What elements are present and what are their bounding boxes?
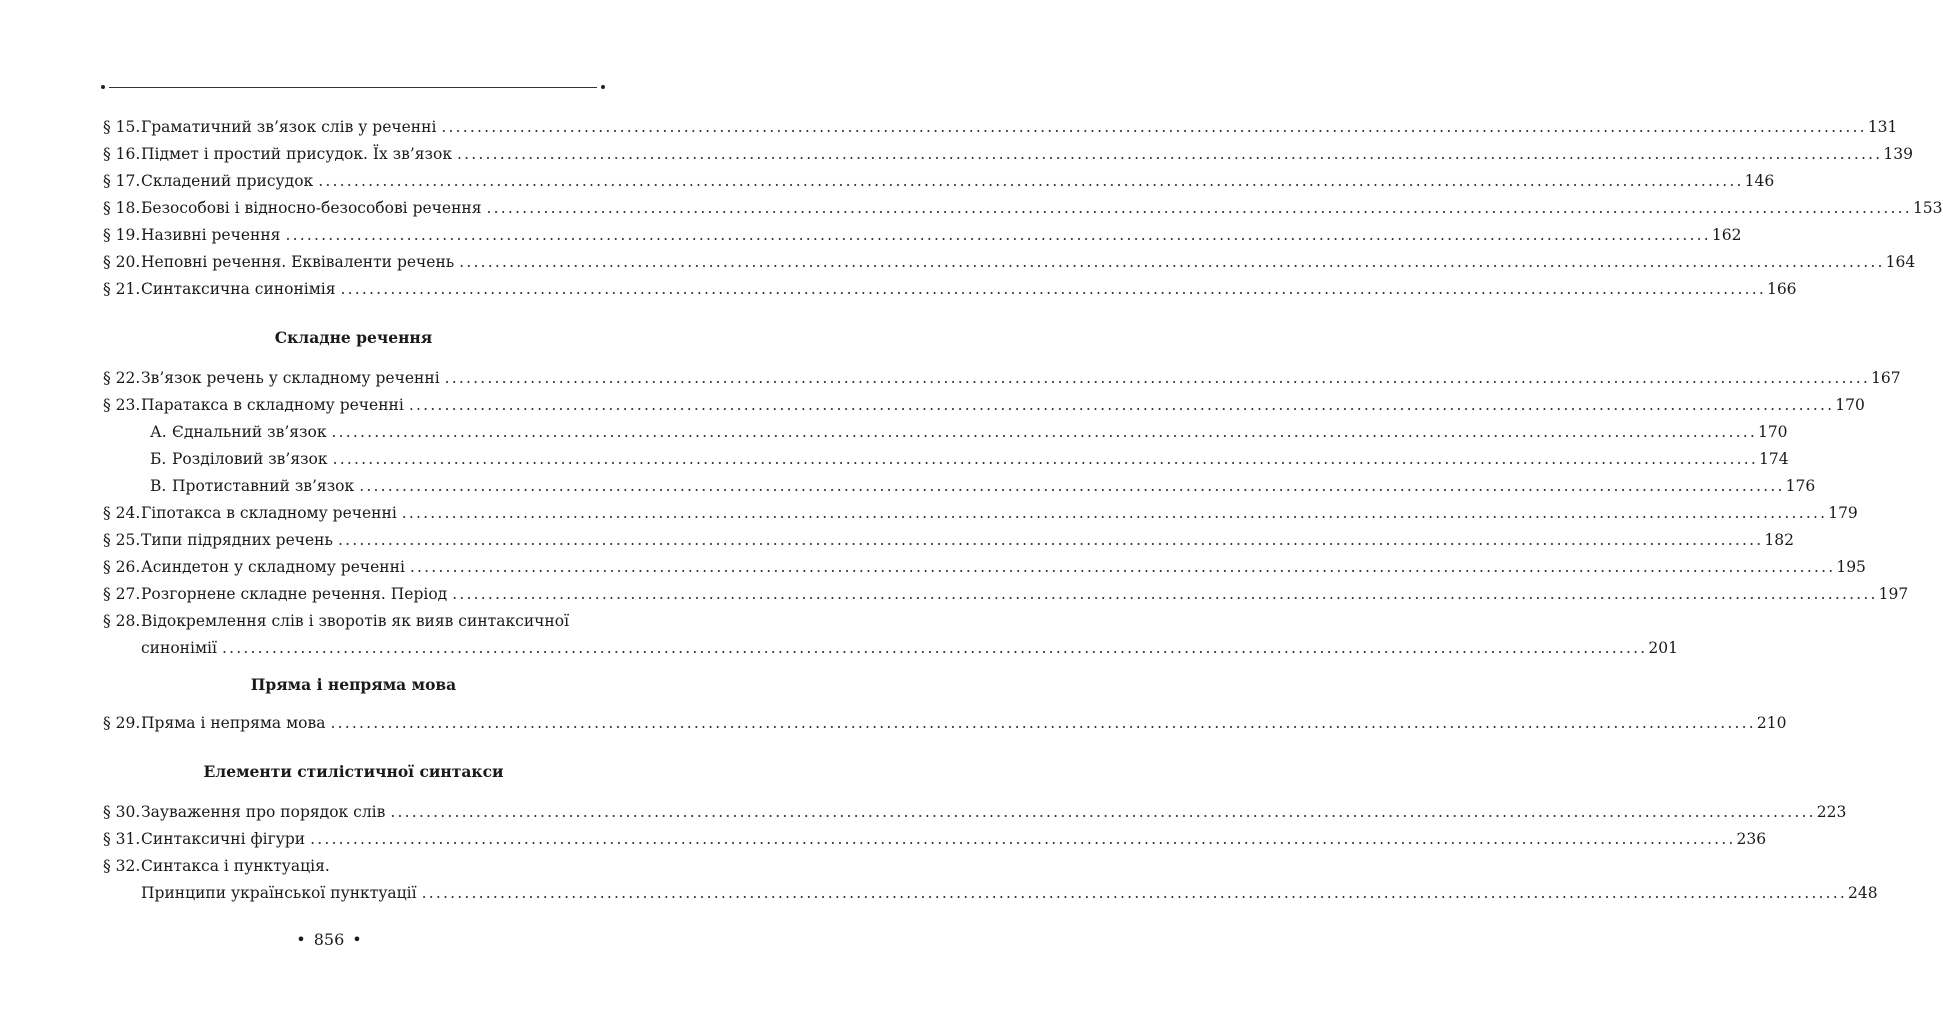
section-heading: Елементи стилістичної синтакси	[203, 762, 504, 781]
footer-bullet-right: •	[352, 930, 362, 949]
toc-subentry[interactable]	[103, 446, 1789, 473]
dot-leader: ........................................................................................................................................................................................................	[221, 639, 1648, 657]
dot-leader: ........................................................................................................................................................................................................	[486, 199, 1912, 217]
toc-group-syntax-simple	[103, 114, 1943, 303]
entry-page: 162	[1711, 226, 1742, 244]
entry-page: 166	[1766, 280, 1797, 298]
toc-entry[interactable]	[103, 527, 1794, 554]
dot-leader: ........................................................................................................................................................................................................	[441, 118, 1867, 136]
entry-title: Типи підрядних речень	[141, 531, 333, 549]
entry-page: 167	[1871, 369, 1901, 387]
toc-entry[interactable]	[103, 554, 1866, 581]
entry-title: Неповні речення. Еквіваленти речень	[141, 253, 455, 271]
entry-number: § 29.	[103, 714, 141, 732]
entry-title: Безособові і відносно-безособові речення	[141, 199, 482, 217]
entry-page: 164	[1885, 253, 1916, 271]
toc-entry[interactable]	[103, 141, 1914, 168]
toc-entry[interactable]	[103, 365, 1901, 392]
dot-leader: ........................................................................................................................................................................................................	[421, 884, 1847, 902]
entry-number: § 15.	[103, 118, 141, 136]
toc-entry[interactable]	[103, 249, 1916, 276]
toc-group-direct-speech	[103, 710, 1787, 737]
entry-title: Асиндетон у складному реченні	[141, 558, 405, 576]
dot-leader: ........................................................................................................................................................................................................	[452, 585, 1878, 603]
entry-page: 197	[1878, 585, 1909, 603]
entry-number: § 31.	[103, 830, 141, 848]
entry-page: 248	[1847, 884, 1878, 902]
toc-entry[interactable]	[103, 195, 1943, 222]
entry-title: Складений присудок	[141, 172, 314, 190]
section-heading: Складне речення	[274, 328, 433, 347]
toc-entry[interactable]	[103, 392, 1865, 419]
dot-leader: ........................................................................................................................................................................................................	[337, 531, 1764, 549]
entry-page: 146	[1744, 172, 1775, 190]
entry-page: 131	[1867, 118, 1898, 136]
entry-page: 153	[1912, 199, 1943, 217]
toc-subentry[interactable]	[103, 473, 1816, 500]
subentry-letter: В.	[150, 477, 167, 495]
entry-title: Синтаксична синонімія	[141, 280, 336, 298]
dot-leader: ........................................................................................................................................................................................................	[408, 396, 1835, 414]
toc-group-stylistic-syntax	[103, 799, 1878, 907]
section-heading: Пряма і непряма мова	[250, 675, 457, 694]
dot-leader: ........................................................................................................................................................................................................	[332, 450, 1758, 468]
entry-page: 210	[1756, 714, 1787, 732]
entry-number: § 21.	[103, 280, 141, 298]
dot-leader: ........................................................................................................................................................................................................	[318, 172, 1744, 190]
toc-entry[interactable]	[103, 710, 1787, 737]
dot-leader: ........................................................................................................................................................................................................	[285, 226, 1711, 244]
toc-entry[interactable]	[103, 168, 1775, 195]
entry-page: 236	[1736, 830, 1767, 848]
entry-title: Розділовий зв’язок	[172, 450, 328, 468]
toc-entry[interactable]	[103, 608, 1678, 662]
dot-leader: ........................................................................................................................................................................................................	[340, 280, 1766, 298]
subentry-letter: Б.	[150, 450, 167, 468]
entry-number: § 32.	[103, 857, 141, 875]
entry-number: § 19.	[103, 226, 141, 244]
entry-number: § 26.	[103, 558, 141, 576]
dot-leader: ........................................................................................................................................................................................................	[409, 558, 1836, 576]
entry-page: 195	[1836, 558, 1866, 576]
entry-page: 170	[1757, 423, 1788, 441]
entry-title: Підмет і простий присудок. Їх зв’язок	[141, 145, 453, 163]
entry-title: Гіпотакса в складному реченні	[141, 504, 397, 522]
dot-leader: ........................................................................................................................................................................................................	[310, 830, 1736, 848]
entry-page: 176	[1785, 477, 1816, 495]
rule-dot-right	[601, 85, 605, 89]
entry-page: 223	[1816, 803, 1847, 821]
footer-bullet-left: •	[296, 930, 306, 949]
dot-leader: ........................................................................................................................................................................................................	[330, 714, 1756, 732]
entry-page: 174	[1758, 450, 1789, 468]
dot-leader: ........................................................................................................................................................................................................	[459, 253, 1885, 271]
entry-number: § 24.	[103, 504, 141, 522]
entry-title: Називні речення	[141, 226, 281, 244]
entry-title: Протиставний зв’язок	[172, 477, 355, 495]
toc-group-complex-sentence	[103, 365, 1909, 662]
page-footer	[0, 930, 658, 949]
entry-title: Пряма і непряма мова	[141, 714, 326, 732]
entry-number: § 16.	[103, 145, 141, 163]
toc-entry[interactable]	[103, 826, 1767, 853]
dot-leader: ........................................................................................................................................................................................................	[331, 423, 1757, 441]
entry-number: § 30.	[103, 803, 141, 821]
entry-page: 170	[1835, 396, 1865, 414]
entry-number: § 28.	[103, 612, 141, 630]
entry-title: Синтаксичні фігури	[141, 830, 306, 848]
toc-entry[interactable]	[103, 114, 1898, 141]
header-rule	[101, 84, 605, 92]
entry-number: § 18.	[103, 199, 141, 217]
entry-title: Граматичний зв’язок слів у реченні	[141, 118, 437, 136]
dot-leader: ........................................................................................................................................................................................................	[444, 369, 1871, 387]
entry-title: Відокремлення слів і зворотів як вияв синтаксичної	[141, 612, 570, 630]
toc-entry[interactable]	[103, 581, 1909, 608]
toc-entry[interactable]	[103, 500, 1858, 527]
rule-dot-left	[101, 85, 105, 89]
entry-title-continued: синонімії	[141, 639, 217, 657]
toc-subentry[interactable]	[103, 419, 1788, 446]
entry-number: § 22.	[103, 369, 141, 387]
rule-line	[109, 87, 597, 88]
entry-number: § 25.	[103, 531, 141, 549]
entry-title: Синтакса і пунктуація.	[141, 857, 330, 875]
dot-leader: ........................................................................................................................................................................................................	[457, 145, 1883, 163]
subentry-letter: А.	[150, 423, 167, 441]
entry-number: § 20.	[103, 253, 141, 271]
toc-entry[interactable]	[103, 853, 1878, 907]
entry-title: Паратакса в складному реченні	[141, 396, 404, 414]
dot-leader: ........................................................................................................................................................................................................	[401, 504, 1828, 522]
page-number: 856	[313, 930, 345, 949]
entry-title: Розгорнене складне речення. Період	[141, 585, 448, 603]
entry-number: § 27.	[103, 585, 141, 603]
entry-number: § 17.	[103, 172, 141, 190]
entry-title: Єднальний зв’язок	[172, 423, 327, 441]
dot-leader: ........................................................................................................................................................................................................	[359, 477, 1785, 495]
dot-leader: ........................................................................................................................................................................................................	[390, 803, 1816, 821]
toc-entry[interactable]	[103, 799, 1847, 826]
entry-page: 179	[1828, 504, 1858, 522]
entry-page: 182	[1764, 531, 1794, 549]
entry-number: § 23.	[103, 396, 141, 414]
entry-page: 201	[1648, 639, 1678, 657]
toc-entry[interactable]	[103, 222, 1742, 249]
entry-page: 139	[1883, 145, 1914, 163]
entry-title-continued: Принципи української пунктуації	[141, 884, 417, 902]
toc-entry[interactable]	[103, 276, 1797, 303]
entry-title: Зв’язок речень у складному реченні	[141, 369, 440, 387]
entry-title: Зауваження про порядок слів	[141, 803, 386, 821]
